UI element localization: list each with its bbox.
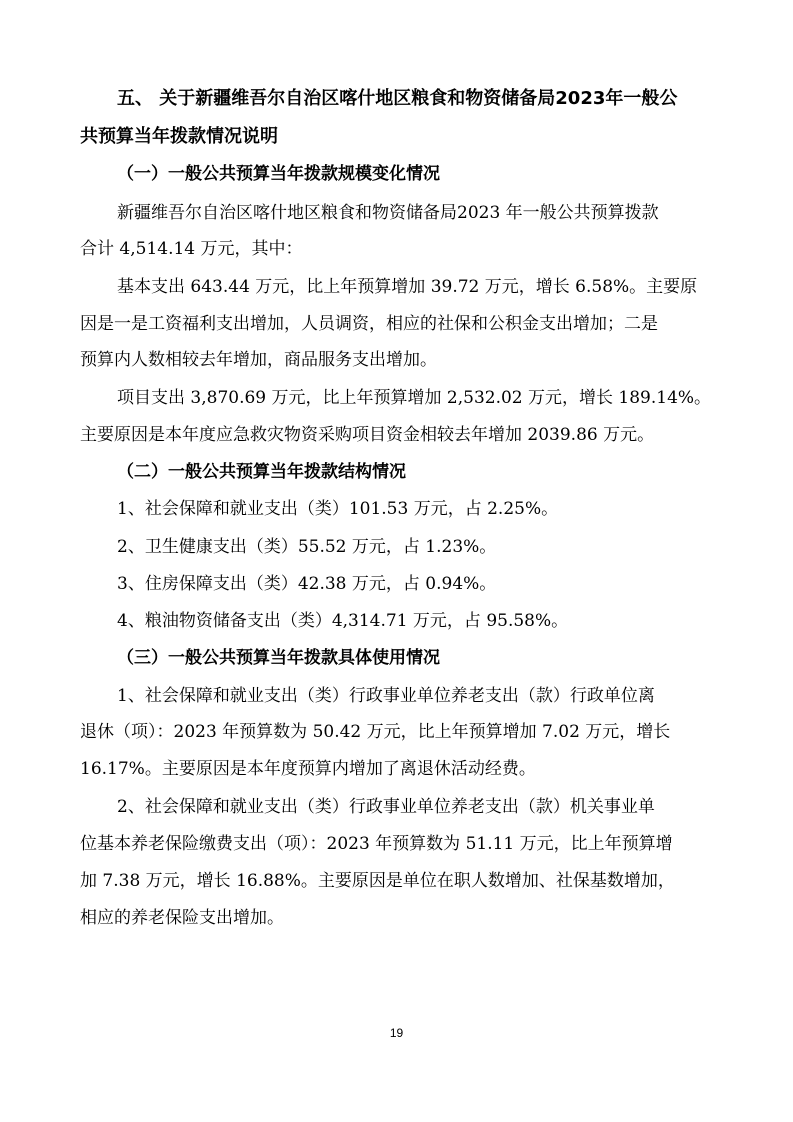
part3-item1-line1: 1、社会保障和就业支出（类）行政事业单位养老支出（款）行政单位离	[117, 686, 655, 706]
part2-item-1: 1、社会保障和就业支出（类）101.53 万元，占 2.25%。	[117, 499, 559, 519]
part2-item-2: 2、卫生健康支出（类）55.52 万元，占 1.23%。	[117, 537, 497, 557]
section-title-line-1: 五、 关于新疆维吾尔自治区喀什地区粮食和物资储备局2023年一般公	[117, 88, 678, 109]
part1-paragraph3-line2: 主要原因是本年度应急救灾物资采购项目资金相较去年增加 2039.86 万元。	[80, 425, 655, 445]
part2-item-3: 3、住房保障支出（类）42.38 万元，占 0.94%。	[117, 574, 497, 594]
part2-item-4: 4、粮油物资储备支出（类）4,314.71 万元，占 95.58%。	[117, 611, 569, 631]
part3-item1-line2: 退休（项）：2023 年预算数为 50.42 万元，比上年预算增加 7.02 万元，增长	[80, 722, 671, 742]
part3-item1-line3: 16.17%。主要原因是本年度预算内增加了离退休活动经费。	[80, 759, 536, 779]
part1-paragraph2-line1: 基本支出 643.44 万元，比上年预算增加 39.72 万元，增长 6.58%。主要原	[117, 277, 698, 297]
part3-item2-line1: 2、社会保障和就业支出（类）行政事业单位养老支出（款）机关事业单	[117, 797, 655, 817]
part1-paragraph1-line1: 新疆维吾尔自治区喀什地区粮食和物资储备局2023 年一般公共预算拨款	[117, 203, 659, 223]
part3-heading: （三）一般公共预算当年拨款具体使用情况	[117, 648, 440, 668]
part1-paragraph3-line1: 项目支出 3,870.69 万元，比上年预算增加 2,532.02 万元，增长 189.14%。	[117, 388, 712, 408]
part3-item2-line4: 相应的养老保险支出增加。	[80, 908, 284, 928]
part1-heading: （一）一般公共预算当年拨款规模变化情况	[117, 164, 440, 184]
part3-item2-line3: 加 7.38 万元，增长 16.88%。主要原因是单位在职人数增加、社保基数增加，	[80, 871, 675, 891]
part3-item2-line2: 位基本养老保险缴费支出（项）：2023 年预算数为 51.11 万元，比上年预算增	[80, 834, 673, 854]
page-number: 19	[389, 1026, 404, 1040]
part1-paragraph1-line2: 合计 4,514.14 万元，其中：	[80, 239, 303, 259]
part1-paragraph2-line3: 预算内人数相较去年增加，商品服务支出增加。	[80, 350, 437, 370]
section-title-line-2: 共预算当年拨款情况说明	[80, 126, 278, 147]
part1-paragraph2-line2: 因是一是工资福利支出增加，人员调资，相应的社保和公积金支出增加；二是	[80, 314, 658, 334]
part2-heading: （二）一般公共预算当年拨款结构情况	[117, 462, 406, 482]
